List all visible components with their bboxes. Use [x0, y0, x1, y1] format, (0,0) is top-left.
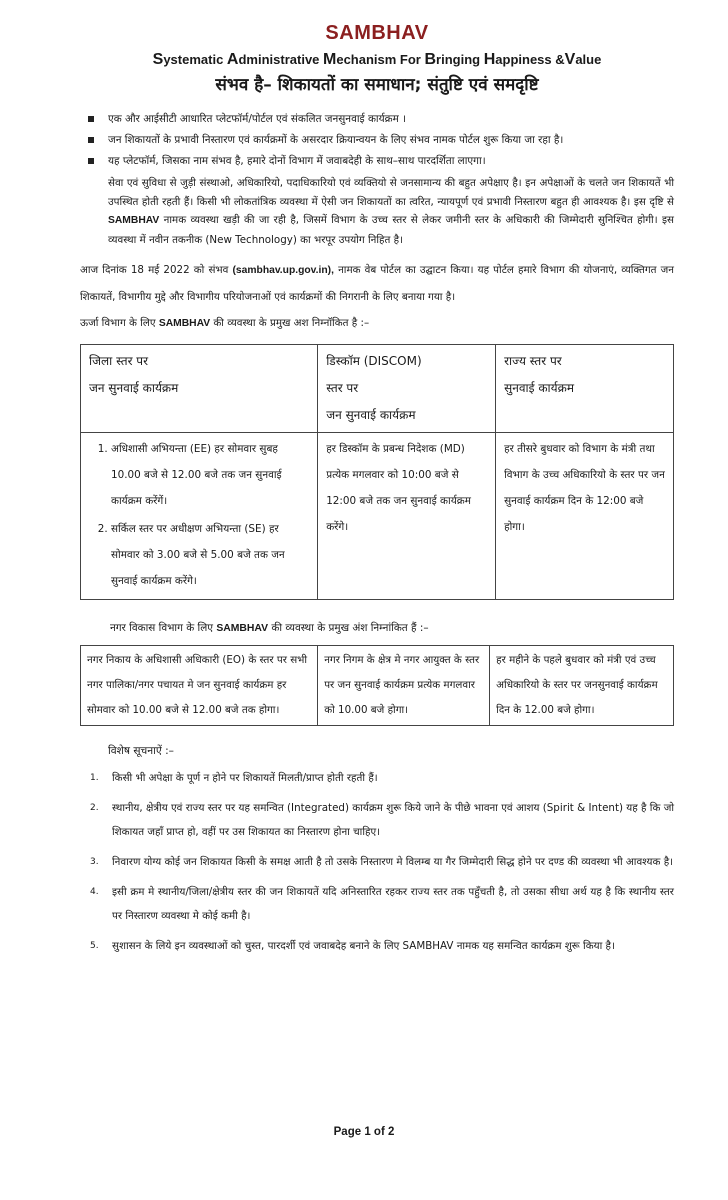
bullet-icon	[88, 158, 94, 164]
urban-commissioner-cell: नगर निगम के क्षेत्र मे नगर आयुक्त के स्तर पर जन सुनवाई कार्यक्रम प्रत्येक मगलवार को 10.00 बजे होगा।	[318, 646, 490, 726]
list-item: एक और आईसीटी आधारित प्लेटफॉर्म/पोर्टल एवं संकलित जनसुनवाई कार्यक्रम ।	[80, 109, 674, 130]
notes-list	[80, 766, 674, 958]
energy-state-cell: हर तीसरे बुधवार को विभाग के मंत्री तथा विभाग के उच्च अधिकारियो के स्तर पर जन सुनवाई कार्यक्रम दिन के 12:00 बजे होगा।	[496, 433, 674, 600]
energy-district-cell	[81, 433, 318, 600]
page-title: SAMBHAV	[325, 22, 429, 44]
urban-intro: नगर विकास विभाग के लिए SAMBHAV की व्यवस्था के प्रमुख अंश निम्नांकित हैं :–	[110, 622, 429, 634]
energy-intro: ऊर्जा विभाग के लिए SAMBHAV की व्यवस्था के प्रमुख अश निम्नॉकित है :–	[80, 317, 370, 329]
urban-schedule-table	[80, 645, 674, 726]
urban-minister-cell: हर महीने के पहले बुधवार को मंत्री एवं उच्च अधिकारियो के स्तर पर जनसुनवाई कार्यक्रम दिन के 12.00 बजे होगा।	[490, 646, 674, 726]
energy-col-district-header: जिला स्तर पर जन सुनवाई कार्यक्रम	[81, 345, 318, 433]
list-item: 2. सर्किल स्तर पर अधीक्षण अभियन्ता (SE) हर सोमवार को 3.00 बजे से 5.00 बजे तक जन सुनवाई कार्यक्रम करेंगे।	[111, 516, 309, 594]
hindi-title: संभव है– शिकायतों का समाधान; संतुष्टि एवं समदृष्टि	[215, 75, 539, 95]
energy-discom-cell: हर डिस्कॉम के प्रबन्ध निदेशक (MD) प्रत्येक मगलवार को 10:00 बजे से 12:00 बजे तक जन सुनवाई कार्यक्रम करेंगे।	[318, 433, 496, 600]
intro-paragraph: सेवा एवं सुविधा से जुड़ी संस्थाओ, अधिकारियो, पदाधिकारियो एवं व्यक्तियो से जनसामान्य की बहुत अपेक्षाए है। इन अपेक्षाओं के चलते जन शिकायतें भी उपस्थित होती रहती हैं। किसी भी लोकतांत्रिक व्यवस्था में ऐसी जन शिकायतों का त्वरित, न्यायपूर्ण एवं प्रभावी निस्तारण बहुत ही आवश्यक है। इस दृष्टि से SAMBHAV नामक व्यवस्था खड़ी की जा रही है, जिसमें विभाग के उच्च स्तर से लेकर जमीनी स्तर के अधिकारी की जिम्मेदारी सुनिश्चित होगी। इस व्यवस्था में नवीन तकनीक (New Technology) का भरपूर उपयोग निहित है।	[108, 177, 674, 246]
notes-title: विशेष सूचनाऐं :–	[108, 745, 174, 757]
portal-url: (sambhav.up.gov.in),	[232, 265, 334, 276]
list-item: 1. किसी भी अपेक्षा के पूर्ण न होने पर शिकायतें मिलती/प्राप्त होती रहती हैं।	[90, 772, 378, 784]
list-item: यह प्लेटफॉर्म, जिसका नाम संभव है, हमारे दोनों विभाग में जवाबदेही के साथ–साथ पारदर्शिता लाएगा।	[80, 151, 674, 172]
urban-eo-cell: नगर निकाय के अधिशासी अधिकारी (EO) के स्तर पर सभी नगर पालिका/नगर पचायत मे जन सुनवाई कार्यक्रम हर सोमवार को 10.00 बजे से 12.00 बजे तक होगा।	[81, 646, 318, 726]
list-item: 3. निवारण योग्य कोई जन शिकायत किसी के समक्ष आती है तो उसके निस्तारण मे विलम्ब या गैर जिम्मेदारी सिद्ध होने पर दण्ड की व्यवस्था भी आवश्यक है।	[90, 856, 674, 868]
portal-paragraph: आज दिनांक 18 मई 2022 को संभव (sambhav.up.gov.in), नामक वेब पोर्टल का उद्घाटन किया। यह पोर्टल हमारे विभाग की योजनाएं, व्यक्तिगत जन शिकायतें, विभागीय मुद्दे और विभागीय परियोजनाओं एवं कार्यक्रमों की निगरानी के लिए बनाया गया है।	[80, 264, 674, 303]
list-item: 2. स्थानीय, क्षेत्रीय एवं राज्य स्तर पर यह समन्वित (Integrated) कार्यक्रम शुरू किये जाने के पीछे भावना एवं आशय (Spirit & Intent) यह है कि जो शिकायत जहाँ प्राप्त हो, वहीं पर उस शिकायत का निस्तारण होना चाहिए।	[90, 802, 674, 838]
page-number: Page 1 of 2	[333, 1126, 395, 1138]
energy-schedule-table	[80, 344, 674, 600]
list-item: 4. इसी क्रम मे स्थानीय/जिला/क्षेत्रीय स्तर की जन शिकायतें यदि अनिस्तारित रहकर राज्य स्तर तक पहुँचती है, तो उसका सीधा अर्थ यह है कि स्थानीय स्तर पर निस्तारण व्यवस्था मे कोई कमी है।	[90, 886, 674, 922]
intro-bullets	[80, 109, 674, 172]
list-item: जन शिकायतों के प्रभावी निस्तारण एवं कार्यक्रमों के असरदार क्रियान्वयन के लिए संभव नामक पोर्टल शुरू किया जा रहा है।	[80, 130, 674, 151]
energy-col-discom-header: डिस्कॉम (DISCOM) स्तर पर जन सुनवाई कार्यक्रम	[318, 345, 496, 433]
bullet-icon	[88, 137, 94, 143]
list-item: 1. अधिशासी अभियन्ता (EE) हर सोमवार सुबह 10.00 बजे से 12.00 बजे तक जन सुनवाई कार्यक्रम करेंगें।	[111, 436, 309, 514]
acronym-expansion: Systematic Administrative Mechanism For Bringing Happiness &Value	[152, 51, 602, 68]
list-item: 5. सुशासन के लिये इन व्यवस्थाओं को चुस्त, पारदर्शी एवं जवाबदेह बनाने के लिए SAMBHAV नामक यह समन्वित कार्यक्रम शुरू किया है।	[90, 940, 615, 952]
energy-col-state-header: राज्य स्तर पर सुनवाई कार्यक्रम	[496, 345, 674, 433]
bullet-icon	[88, 116, 94, 122]
